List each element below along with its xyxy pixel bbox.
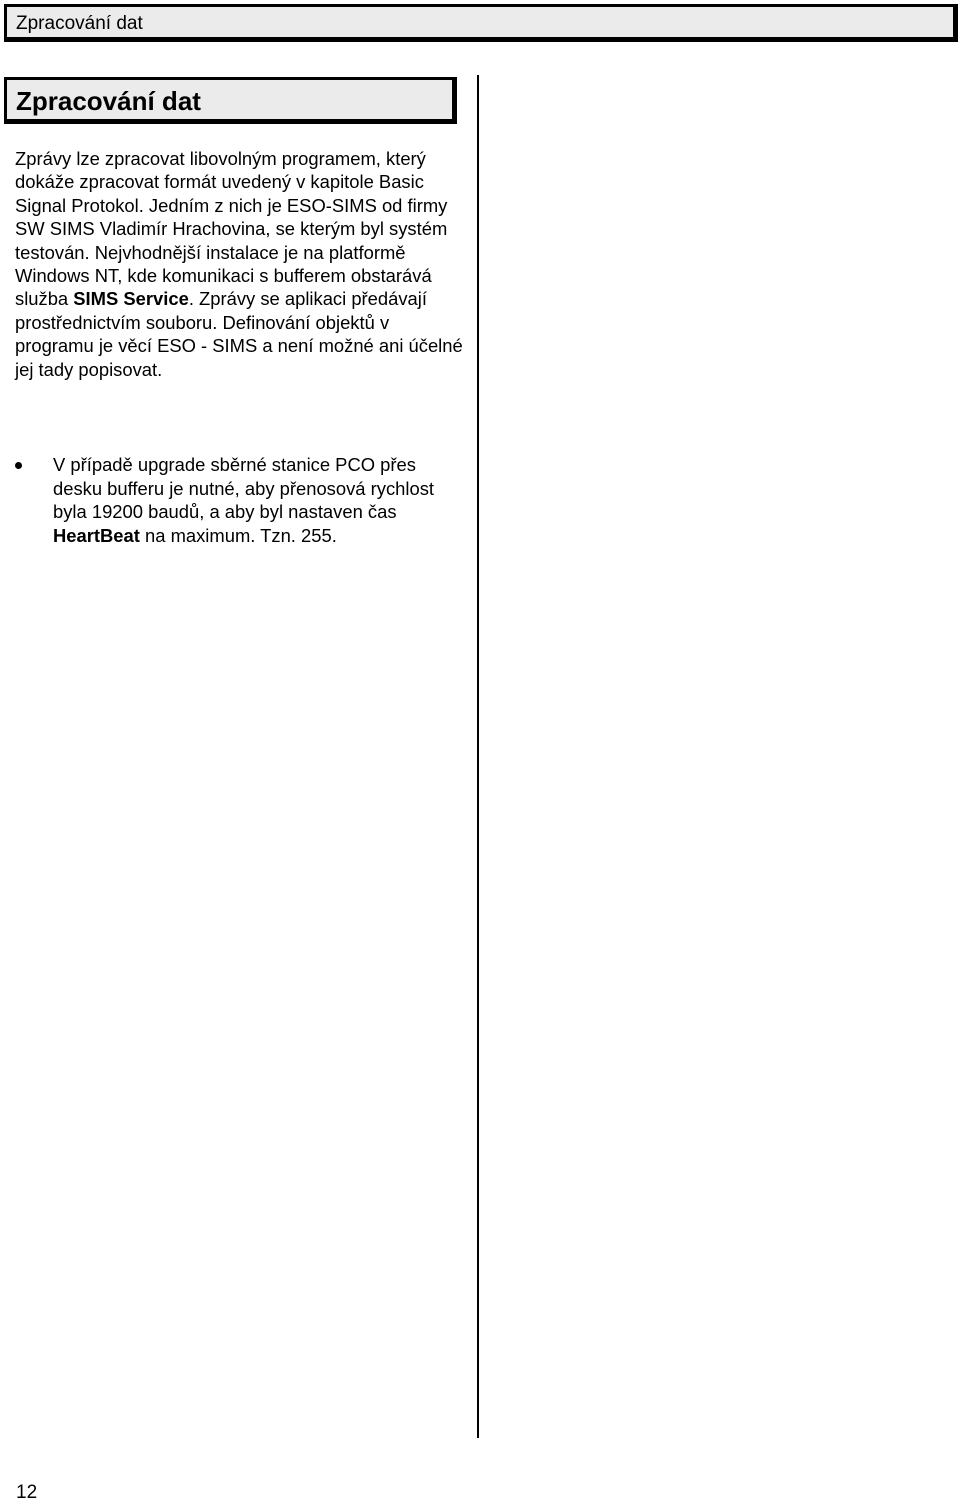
paragraph-bold-sims-service: SIMS Service xyxy=(73,288,189,310)
page-number: 12 xyxy=(16,1482,38,1503)
section-heading-box xyxy=(4,77,457,124)
bullet-icon xyxy=(15,462,22,469)
bullet-text xyxy=(53,453,453,547)
paragraph-text-2: . Zprávy se aplikaci předávají prostřednictvím souboru. Definování objektů v programu je věcí ESO - SIMS a není možné ani účelné jej tady popisovat. xyxy=(15,288,463,380)
running-header-title: Zpracování dat xyxy=(16,13,143,34)
column-divider xyxy=(477,75,479,1438)
section-title: Zpracování dat xyxy=(16,86,201,116)
paragraph-text-1: Zprávy lze zpracovat libovolným programem, který dokáže zpracovat formát uvedený v kapitole Basic Signal Protokol. Jedním z nich je ESO-SIMS od firmy SW SIMS Vladimír Hrachovina, se kterým byl systém testován. Nejvhodnější instalace je na platformě Windows NT, kde komunikaci s bufferem obstarává služba xyxy=(15,148,448,310)
bullet-text-1: V případě upgrade sběrné stanice PCO přes desku bufferu je nutné, aby přenosová rychlost byla 19200 baudů, a aby byl nastaven čas xyxy=(53,454,434,523)
bullet-bold-heartbeat: HeartBeat xyxy=(53,524,140,546)
running-header xyxy=(4,4,958,42)
bullet-text-2: na maximum. Tzn. 255. xyxy=(139,524,337,546)
body-paragraph xyxy=(15,147,465,381)
